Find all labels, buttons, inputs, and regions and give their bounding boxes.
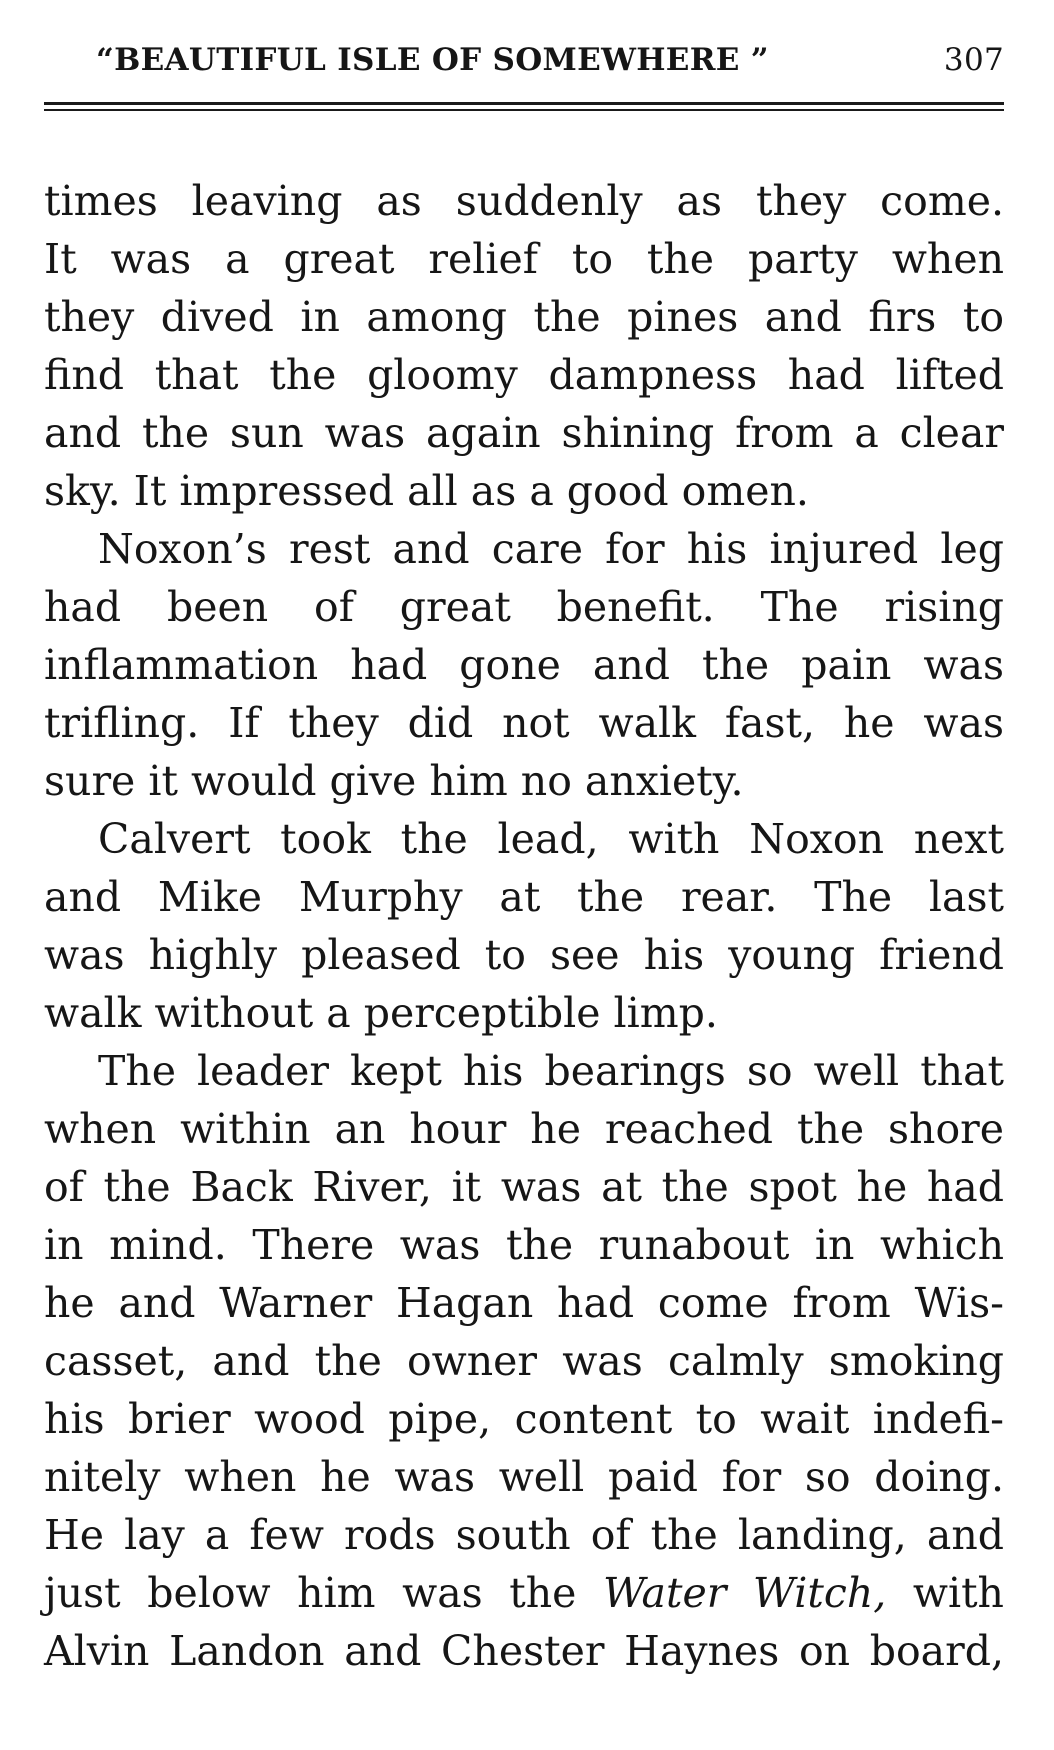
text-line: inflammation had gone and the pain was [44,641,1004,689]
text-line: Calvert took the lead, with Noxon next [98,815,1004,863]
text-line: in mind. There was the runabout in which [44,1221,1004,1269]
paragraph-3 [44,810,1004,1042]
text-line: was highly pleased to see his young friend [44,931,1004,979]
text-segment: with [912,1569,1004,1617]
header-rule-bottom [44,109,1004,111]
text-line: and the sun was again shining from a clear [44,409,1004,457]
text-line: nitely when he was well paid for so doing. [44,1453,1004,1501]
text-line: The leader kept his bearings so well that [98,1047,1004,1095]
paragraph-2 [44,520,1004,810]
text-line: find that the gloomy dampness had lifted [44,351,1004,399]
text-line: he and Warner Hagan had come from Wis- [44,1279,1004,1327]
page-number: 307 [943,42,1004,78]
text-line: walk without a perceptible limp. [44,989,718,1037]
text-line: of the Back River, it was at the spot he had [44,1163,1004,1211]
text-line: had been of great benefit. The rising [44,583,1004,631]
text-line-with-italic [44,1564,1004,1622]
body-text [44,172,1004,1680]
text-line: It was a great relief to the party when [44,235,1004,283]
text-line: Alvin Landon and Chester Haynes on board, [44,1627,1004,1675]
text-line: casset, and the owner was calmly smoking [44,1337,1004,1385]
text-line: they dived in among the pines and firs to [44,293,1004,341]
text-line: sure it would give him no anxiety. [44,757,744,805]
text-segment: just below him was the [44,1569,577,1617]
text-line: when within an hour he reached the shore [44,1105,1004,1153]
paragraph-4 [44,1042,1004,1680]
text-line: He lay a few rods south of the landing, and [44,1511,1004,1559]
running-title: “BEAUTIFUL ISLE OF SOMEWHERE ” [96,42,769,78]
running-head [44,34,1004,86]
text-line: his brier wood pipe, content to wait indefi- [44,1395,1004,1443]
text-line: times leaving as suddenly as they come. [44,177,1004,225]
text-line: trifling. If they did not walk fast, he was [44,699,1004,747]
text-line: sky. It impressed all as a good omen. [44,467,809,515]
paragraph-1 [44,172,1004,520]
boat-name-italic: Water Witch, [602,1569,887,1617]
text-line: and Mike Murphy at the rear. The last [44,873,1004,921]
text-line: Noxon’s rest and care for his injured leg [98,525,1004,573]
header-rule-top [44,102,1004,105]
